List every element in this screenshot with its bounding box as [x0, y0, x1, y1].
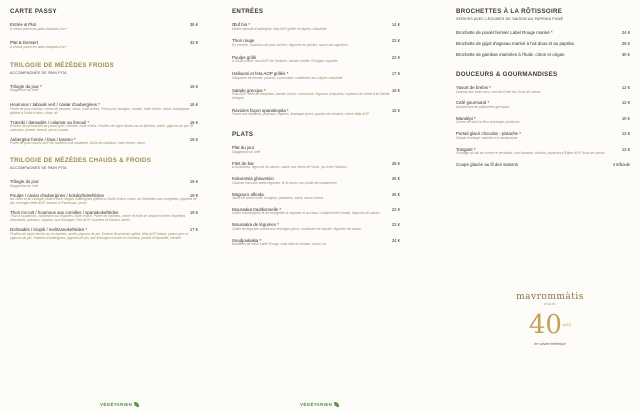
- mezedes-chauds-section: [10, 157, 198, 240]
- section-title: DOUCEURS & GOURMANDISES: [456, 71, 558, 78]
- item-name: Thon mi-cuit / houmous aux cornilles / spanakokeftédes: [10, 209, 119, 215]
- item-name: Brochette de gigot d'agneau mariné à l'ail doux et au paprika: [456, 41, 574, 46]
- mezedes-froids-section: [10, 62, 198, 146]
- item-desc: Gratin d'aubergines et de courgettes à l'agneau et au veau, condiment de tomate, légumes de saison: [232, 211, 380, 216]
- item-name: Poulpe / caviar d'aubergines / kolokythokeftédes: [10, 192, 105, 198]
- menu-item: [456, 147, 630, 156]
- section-subtitle: ACCOMPAGNÉE DE PAIN PITA: [10, 70, 67, 75]
- item-price: 22 €: [391, 38, 400, 44]
- item-desc: Suggestion du chef: [232, 149, 261, 154]
- item-name: Filet de bar: [232, 160, 254, 166]
- item-price: 16 €: [391, 87, 400, 93]
- item-price: 16 €: [189, 102, 198, 108]
- item-desc: Gratin de légumes confits aux fromages grecs, condiment de tomate, légumes de saison: [232, 226, 362, 231]
- menu-item: [232, 145, 400, 154]
- item-price: 36 €: [189, 22, 198, 27]
- vegetarian-label: VÉGÉTARIEN: [100, 402, 133, 407]
- item-desc: Boulettes de bœuf Label Rouge, cuits riaté de tomate, cumin, riz: [232, 242, 327, 247]
- item-price: 19 €: [189, 179, 198, 185]
- item-name: Moussaka de légumes *: [232, 222, 279, 228]
- menu-item: [10, 22, 198, 31]
- menu-column-1: [10, 8, 198, 245]
- item-name: Café gourmand *: [456, 100, 490, 106]
- brand-logo-sub: PARIS: [544, 302, 556, 306]
- item-price: 12 €: [621, 146, 630, 152]
- item-price: 24 €: [391, 237, 400, 243]
- plats-section: [232, 131, 400, 247]
- section-title: TRILOGIE DE MÉZÉDES CHAUDS & FROIDS: [10, 157, 152, 165]
- brand-tagline: de cuisine hellénique: [534, 342, 566, 346]
- menu-item: [232, 22, 400, 31]
- item-name: Brochette de poulet fermier Label Rouge mariné *: [456, 30, 553, 35]
- menu-column-3: [456, 8, 630, 171]
- entrees-section: [232, 8, 400, 117]
- item-name: Tologant *: [456, 146, 476, 152]
- item-price: 22 €: [391, 222, 400, 228]
- item-name: Yaourt de brebis *: [456, 85, 491, 90]
- item-desc: Jarret de bœuf confit, boulgour, pistaches, salmi, sauce chaud: [232, 196, 323, 201]
- item-price: 17 €: [391, 71, 400, 77]
- item-name: Plat & Dessert: [10, 40, 39, 46]
- item-desc: Mollet, taboulé d'aubergine, feta AOP grillée et câpres, ciboulette: [232, 26, 327, 31]
- item-desc: Fromage au lait de chèvre et de brebis, miel lavande, collezia, pistaches d'Egine AOP, fruits de saison: [456, 151, 605, 156]
- item-price: 26 €: [391, 191, 400, 197]
- item-desc: Suggestion du chef: [10, 183, 39, 188]
- menu-item: [232, 71, 400, 80]
- item-desc: Feta AOP, olive de Kalamata, tomate cerise, concombre, légumes croquants, copeaux de crème d'Ile Sainte d'origan: [232, 92, 390, 101]
- menu-item: [232, 222, 400, 231]
- item-price: 26 €: [621, 41, 630, 46]
- section-title: BROCHETTES À LA RÔTISSOIRE: [456, 8, 563, 15]
- item-name: Mandépi *: [456, 115, 476, 121]
- item-name: Ravioles façon spanakopita *: [232, 107, 289, 113]
- menu-item: [456, 162, 630, 167]
- item-desc: Granola aux fruits secs, miel de Crète bio, fruits de saison: [456, 89, 541, 94]
- item-price: 32 €: [189, 40, 198, 46]
- section-subtitle: ACCOMPAGNÉE DE PAIN PITA: [10, 166, 67, 171]
- item-desc: Farcie aux épinards, poireaux, oignons, fromages grecs, graines de sésame, crème fétta AOP: [232, 112, 370, 117]
- item-desc: A choisir parmi les plats marqués d'un *: [10, 44, 68, 49]
- item-price: 12 €: [621, 85, 630, 90]
- menu-item: [10, 193, 198, 206]
- item-desc: A la plancha, légumes de saison, sauce aux olives de Volos, jus d'une Saisons: [232, 165, 347, 170]
- menu-item: [10, 137, 198, 146]
- item-desc: Purée de pois chiches, crème de sésame, citron, huile d'olive. Persil plat, boulgour, tomate, huile d'olive, citron. Aubergines grillées à l'huile d'olive, citron, ail: [10, 106, 190, 115]
- menu-item: [232, 161, 400, 170]
- item-desc: Au citron et au vinaigre, huile d'olive, origan. Aubergines grillées à l'huile d'olive, citron, ail. Boulettes aux courgettes, pignons de pin, fromages fétta AOP, kasseri et Parmesan, persil: [10, 197, 197, 206]
- item-name: Brochette de gambas marinées à l'huile, citron et origan: [456, 52, 565, 57]
- menu-column-2: [232, 8, 400, 251]
- item-name: Tzatziki / damadès / calamar au fenouil *: [10, 119, 90, 125]
- menu-item: [232, 55, 400, 64]
- item-price: 19 €: [189, 209, 198, 215]
- item-price: 24 €: [621, 30, 630, 35]
- menu-item: [232, 38, 400, 47]
- item-price: 16 €: [189, 83, 198, 89]
- brochettes-section: [456, 8, 630, 57]
- item-price: 16 €: [189, 119, 198, 125]
- item-name: Plat du jour: [232, 145, 255, 151]
- menu-item: [232, 108, 400, 117]
- menu-item: [10, 227, 198, 240]
- menu-item: [232, 192, 400, 201]
- item-name: Moussaka traditionnelle *: [232, 206, 282, 212]
- menu-item: [232, 207, 400, 216]
- menu-item: [456, 41, 630, 46]
- item-price: 12 €: [621, 100, 630, 106]
- item-desc: Thon à la plancha, condiment aux légumes, huile d'olive. Purée de cornilles, crème et huile de sésame fumée. Boulettes d'épinards, poireaux, oignons, aux fromages Feta AOP, Graviera et Kasseri, aneth: [10, 214, 186, 223]
- vegetarian-label: VÉGÉTARIEN: [300, 402, 333, 407]
- menu-item: [10, 84, 198, 93]
- item-price: 4 €/boule: [612, 162, 630, 168]
- item-price: 10 €: [621, 115, 630, 121]
- menu-item: [456, 131, 630, 140]
- item-desc: Feuilles de vigne farcies au riz épicées, aneth, pignons de pin. Emincé de poivrons grillés, fétta AOP battue, yaourt grec et pignons de pin. Galettes d'aubergines, pignons de pin, aux fromages Kasseri et Graviera, piment d'Espelette, menthe: [10, 231, 189, 240]
- item-desc: En ceviche, houmous de pois chiches, légumes en pickles, sauce aux agrumes: [232, 42, 348, 47]
- item-desc: Assortiment de pâtisseries grecques: [456, 104, 510, 109]
- menu-item: [456, 52, 630, 57]
- item-name: Portail glacé chocolat - pistache *: [456, 131, 521, 137]
- item-name: Salade grecque *: [232, 87, 266, 93]
- leaf-icon: [134, 402, 139, 407]
- item-name: Thon rouge: [232, 38, 255, 44]
- item-price: 14 €: [391, 22, 400, 27]
- item-desc: Suggestion du chef: [10, 88, 39, 93]
- item-desc: A l'huile d'olive, fava AOP de Santorin, tomate confite. D'origan, roquette: [232, 59, 338, 64]
- item-name: Aubergine fumée / fava / taramo *: [10, 136, 76, 142]
- menu-item: [232, 238, 400, 247]
- item-name: Soudjoukakia *: [232, 237, 262, 243]
- menu-item: [456, 85, 630, 94]
- section-title: CARTE PASSY: [10, 8, 57, 15]
- menu-item: [232, 176, 400, 185]
- desserts-section: [456, 71, 630, 167]
- menu-item: [10, 40, 198, 49]
- leaf-icon: [334, 402, 339, 407]
- section-subtitle: SERVIES AVEC LÉGUMES DE SAISON AU PAPRIKA FUMÉ: [456, 17, 564, 21]
- menu-item: [10, 210, 198, 223]
- item-name: Halloumi et feta AOP grillés *: [232, 71, 289, 77]
- item-name: Œuf bio *: [232, 22, 251, 27]
- item-desc: Calamar frais aux petits légumes, lit et cumin, aux pistils de cardamome: [232, 180, 337, 185]
- item-name: Dolmadès / tiropiti / melitzanokeftédes *: [10, 227, 88, 233]
- carte-passy-section: [10, 8, 198, 50]
- item-price: 22 €: [391, 206, 400, 212]
- section-title: ENTRÉES: [232, 8, 264, 15]
- menu-item: [10, 120, 198, 133]
- item-name: Magouro afkoda: [232, 191, 264, 197]
- item-desc: Emincé de concombre au yaourt grec, menthe, huile d'olive. Feuilles de vigne farcies au riz épicées, aneth, pignons de pin. Et calamars, piment, fenouil, persil, tomate: [10, 124, 194, 132]
- item-desc: Salade d'orange marinée à la cardamome: [456, 135, 518, 140]
- item-price: 26 €: [391, 176, 400, 182]
- vegetarian-legend: [100, 402, 139, 407]
- menu-item: [456, 30, 630, 35]
- menu-item: [10, 102, 198, 115]
- vegetarian-legend: [300, 402, 339, 407]
- item-price: 19 €: [189, 192, 198, 198]
- item-desc: Purée de pois cassés AOP de Santorin à la moutarde. Œufs de cabillaud, huile d'olive, citron: [10, 141, 145, 146]
- item-desc: Crème de lait à la fleur d'oranger, pistaches: [456, 120, 520, 125]
- anniversary-suffix: ANS: [561, 322, 572, 327]
- item-price: 12 €: [621, 131, 630, 137]
- item-desc: Gaspacho de tomate, poivron, concombre, condiment aux câpres ciboulette: [232, 75, 343, 80]
- item-price: 30 €: [621, 52, 630, 57]
- section-title: PLATS: [232, 131, 254, 139]
- menu-item: [232, 88, 400, 101]
- item-name: Entrée & Plat: [10, 22, 36, 27]
- menu-item: [456, 100, 630, 109]
- menu-item: [10, 179, 198, 188]
- anniversary-number: 40: [528, 310, 562, 340]
- restaurant-brand: [495, 292, 605, 346]
- menu-item: [456, 116, 630, 125]
- item-name: Houmous / taboulé vert / caviar d'aubergines *: [10, 102, 100, 108]
- item-price: 22 €: [391, 54, 400, 60]
- item-price: 15 €: [391, 107, 400, 113]
- item-name: Poulpe grillé: [232, 54, 257, 60]
- brand-logo: mavrommàtis: [516, 292, 584, 302]
- item-price: 28 €: [391, 160, 400, 166]
- item-price: 17 €: [189, 227, 198, 233]
- item-price: 16 €: [189, 136, 198, 142]
- item-name: Coupe glacée au fil des saisons: [456, 162, 518, 168]
- item-name: Kokoretsia ghiuvetsio: [232, 176, 274, 182]
- item-name: Trilogie du jour: [10, 179, 39, 185]
- anniversary-badge: [495, 312, 605, 338]
- item-desc: A choisir parmi les plats marqués d'un *: [10, 26, 68, 31]
- section-title: TRILOGIE DE MÉZÉDES FROIDS: [10, 61, 115, 69]
- item-name: Trilogie du jour *: [10, 83, 42, 89]
